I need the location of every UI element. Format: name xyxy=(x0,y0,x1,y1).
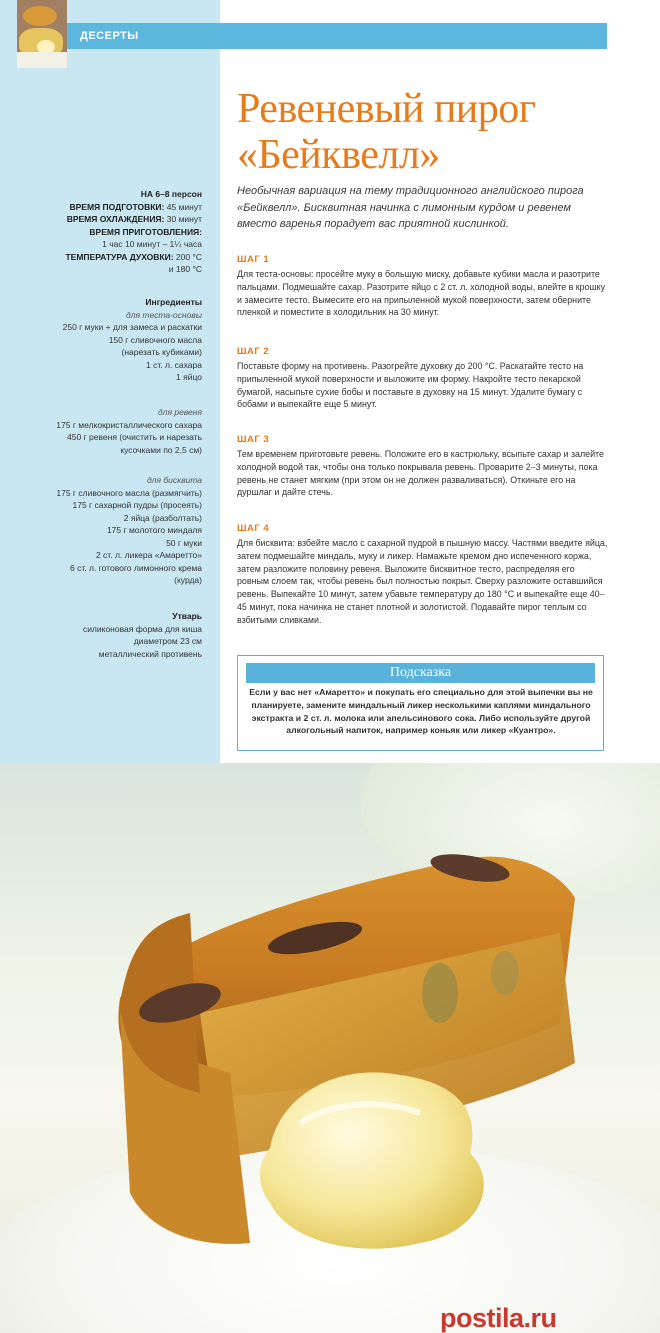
step-1-text: Для теста-основы: просейте муку в большую миску, добавьте кубики масла и разотрите пальцами. Подмешайте сахар. Разотрите яйцо с 2 ст. л. холодной воды, влейте в крошку и замесите тесто. Вымесите его на припыленной мукой поверхности, затем оберните пленкой и поместите в холодильник на 30 минут. xyxy=(237,269,606,318)
title-line-1: Ревеневый пирог xyxy=(237,86,536,132)
title-line-2: «Бейквелл» xyxy=(237,132,440,178)
pie-slice-illustration xyxy=(0,763,660,1333)
section-thumbnail-image xyxy=(17,0,67,68)
utensil-item: металлический противень xyxy=(98,648,202,659)
ingredient-item: 250 г муки + для замеса и раскатки xyxy=(62,322,202,332)
ingredients-sponge xyxy=(2,474,202,587)
recipe-title xyxy=(237,86,647,178)
ingredient-item: 50 г муки xyxy=(166,537,202,548)
ingredient-item: 175 г сахарной пудры (просеять) xyxy=(72,500,202,510)
ingredient-item: 6 ст. л. готового лимонного крема xyxy=(70,562,202,573)
hint-text: Если у вас нет «Амаретто» и покупать его специально для этой выпечки вы не планируете, замените миндальный ликер несколькими каплями миндального экстракта и 2 ст. л. молока или апельсинового сока. Либо используйте другой алкогольный напиток, например коньяк или ликер «Куантро». xyxy=(249,687,593,736)
cook-time-label: ВРЕМЯ ПРИГОТОВЛЕНИЯ: xyxy=(89,226,202,237)
servings: НА 6–8 персон xyxy=(140,189,202,199)
ingredient-item: (нарезать кубиками) xyxy=(121,347,202,357)
ingredient-item: (курда) xyxy=(174,575,202,585)
ingredient-item: 175 г сливочного масла (размягчить) xyxy=(56,487,202,498)
utensils-title: Утварь xyxy=(172,611,202,621)
oven-temp-2: и 180 °C xyxy=(168,264,202,274)
watermark: postila.ru xyxy=(440,1303,557,1333)
oven-temp: ТЕМПЕРАТУРА ДУХОВКИ: 200 °C xyxy=(65,251,202,262)
group-name: для ревеня xyxy=(157,407,202,417)
group-name: для бисквита xyxy=(146,475,202,485)
ingredient-item: 1 яйцо xyxy=(176,372,202,382)
utensils xyxy=(2,610,202,660)
ingredient-item: 2 яйца (разболтать) xyxy=(123,512,202,523)
recipe-info xyxy=(2,188,202,276)
prep-time: ВРЕМЯ ПОДГОТОВКИ: 45 минут xyxy=(69,201,202,212)
group-name: для теста-основы xyxy=(126,309,202,320)
pie-photo xyxy=(0,763,660,1333)
chill-time: ВРЕМЯ ОХЛАЖДЕНИЯ: 30 минут xyxy=(66,214,202,224)
hint-box xyxy=(237,655,604,751)
recipe-intro: Необычная вариация на тему традиционного английского пирога «Бейквелл». Бисквитная начинка с лимонным курдом и ревенем вместо варенья порадует вас приятной кислинкой. xyxy=(237,185,584,230)
utensil-item: диаметром 23 см xyxy=(133,636,202,646)
ingredients-rhubarb xyxy=(2,406,202,456)
step-4-text: Для бисквита: взбейте масло с сахарной пудрой в пышную массу. Частями введите яйца, затем подмешайте миндаль, муку и ликер. Намажьте кремом дно испеченного коржа, затем разложите половину ревеня. Выложите бисквитное тесто, распределяя его ровным слоем так, чтобы ревень был полностью покрыт. Сверху разложите оставшийся ревень. Выпекайте 10 минут, затем убавьте температуру до 180 °C и выпекайте еще 40–45 минут, пока начинка не станет плотной и золотистой. Подавайте пирог теплым со взбитыми сливками. xyxy=(237,538,608,625)
ingredient-item: 450 г ревеня (очистить и нарезать xyxy=(67,432,202,442)
ingredient-item: кусочками по 2,5 см) xyxy=(120,444,202,455)
ingredient-item: 150 г сливочного масла xyxy=(108,334,202,345)
step-2-title: ШАГ 2 xyxy=(237,346,270,357)
step-3-text: Тем временем приготовьте ревень. Положите его в кастрюльку, всыпьте сахар и залейте холодной водой так, чтобы она только покрывала ревень. Проварите 2–3 минуты, пока ревень не станет мягким (при этом он не должен разваливаться). Откиньте его на дуршлаг и дайте стечь. xyxy=(237,449,604,498)
section-label: ДЕСЕРТЫ xyxy=(80,30,139,42)
ingredient-item: 175 г мелкокристаллического сахара xyxy=(56,419,202,430)
step-3-title: ШАГ 3 xyxy=(237,434,270,445)
ingredients xyxy=(2,296,202,384)
ingredient-item: 1 ст. л. сахара xyxy=(145,359,202,370)
ingredients-title: Ингредиенты xyxy=(145,297,202,307)
ingredient-item: 175 г молотого миндаля xyxy=(106,525,202,535)
step-4-title: ШАГ 4 xyxy=(237,523,270,534)
hint-title: Подсказка xyxy=(389,665,452,680)
ingredient-item: 2 ст. л. ликера «Амаретто» xyxy=(95,550,202,560)
step-1-title: ШАГ 1 xyxy=(237,254,270,265)
section-header-bar xyxy=(67,23,607,49)
cook-time-value: 1 час 10 минут – 1¼ часа xyxy=(102,239,202,249)
step-2-text: Поставьте форму на противень. Разогрейте духовку до 200 °C. Раскатайте тесто на припыленной мукой поверхности и выложите им форму. Накройте тесто пекарской бумагой, насыпьте сухие бобы и поставьте в духовку на 15 минут. Удалите бумагу с бобами и выпекайте еще 5 минут. xyxy=(237,361,584,410)
utensil-item: силиконовая форма для киша xyxy=(82,623,202,634)
